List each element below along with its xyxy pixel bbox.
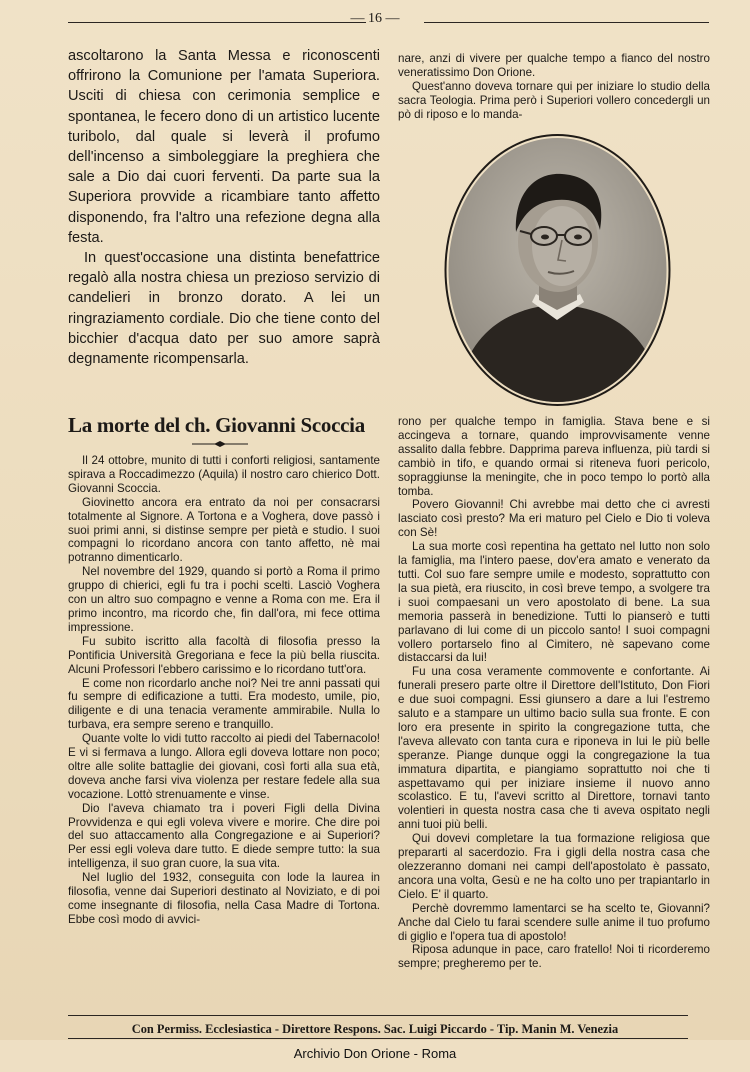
art-left-paragraph: Nel novembre del 1929, quando si portò a Roma il primo gruppo di chierici, egli fu tra i pochi scelti. Lasciò Voghera con un altro suo compagno e venne a Roma con me. Era il primo incontro, ma ricordo che, fin dall'ora, mi fece ottima impressione. xyxy=(68,565,380,634)
art-right-paragraph: Povero Giovanni! Chi avrebbe mai detto che ci avresti lasciato così presto? Ma eri maturo pel Cielo e Dio ti voleva con Sè! xyxy=(398,498,710,540)
art-left-paragraph: Dio l'aveva chiamato tra i poveri Figli della Divina Provvidenza e qui egli voleva vivere e morire. Che dire poi del suo attaccamento alla Congregazione e ai Superiori? Per essi egli voleva dare tutto. E diede sempre tutto: la sua intelligenza, il suo gran cuore, la sua vita. xyxy=(68,801,380,871)
art-right-paragraph: Fu una cosa veramente commovente e confortante. Ai funerali presero parte oltre il Direttore dell'Istituto, Don Fiori e due suoi compagni. Essi giunsero a dare a lui l'estremo saluto e a stampare un ultimo bacio sulla sua fronte. E con loro era presente in spirito la congregazione tutta, che l'aveva allevato con tanta cura e riponeva in lui le più belle speranze. Piange dunque oggi la congregazione la tua immatura dipartita, e piangiamo soprattutto noi che ti aspettavamo qui per iniziare insieme il nuovo anno scolastico. E tu, l'avevi scritto al Direttore, tornavi tanto volentieri in questa nostra casa che ti aveva ospitato negli anni tuoi più belli. xyxy=(398,665,710,832)
page-number: — 16 — xyxy=(350,11,400,26)
art-left-paragraph: Il 24 ottobre, munito di tutti i conforti religiosi, santamente spirava a Roccadimezzo (Aquila) il nostro caro chierico Dott. Giovanni Scoccia. xyxy=(68,454,380,495)
art-left-paragraph: Giovinetto ancora era entrato da noi per consacrarsi totalmente al Signore. A Tortona e a Voghera, dove passò i suoi primi anni, si distinse sempre per pietà e studio. I suoi compagni lo ricordano ancora con tanto affetto, nè mai potranno dimenticarlo. xyxy=(68,495,380,565)
article-title: La morte del ch. Giovanni Scoccia xyxy=(68,413,365,437)
art-left-paragraph: Fu subito iscritto alla facoltà di filosofia presso la Pontificia Università Gregoriana e fece la più bella riuscita. Alcuni Professori l'ebbero carissimo e lo ricordano tutt'ora. xyxy=(68,634,380,676)
header-rule-right xyxy=(424,22,709,23)
art-left-paragraph: Nel luglio del 1932, conseguita con lode la laurea in filosofia, venne dai Superiori destinato al Noviziato, e di poi come insegnante di filosofia, nella Casa Madre di Tortona. Ebbe così modo di avvici- xyxy=(68,871,380,926)
art-right-paragraph: Perchè dovremmo lamentarci se ha scelto te, Giovanni? Anche dal Cielo tu farai scendere sulle anime il tuo profumo di giglio e l'opera tua di apostolo! xyxy=(398,901,710,943)
article-right-column xyxy=(398,415,710,971)
footer-rule-bottom xyxy=(68,1038,688,1039)
top-left-column xyxy=(68,46,380,369)
footer-rule-top xyxy=(68,1015,688,1016)
art-right-paragraph: Qui dovevi completare la tua formazione religiosa que prepararti al sacerdozio. Fra i gigli della nostra casa che olezzeranno domani nei campi dell'apostolato è passato, ancora una volta, Gesù e ne ha colto uno per trapiantarlo in Cielo. E' il quarto. xyxy=(398,832,710,901)
top-left-paragraph: In quest'occasione una distinta benefattrice regalò alla nostra chiesa un prezioso servizio di candelieri in bronzo dorato. A lei un ringraziamento cordiale. Dio che tiene conto del bicchier d'acqua dato per suo amore saprà degnamente ricompensarla. xyxy=(68,250,380,368)
portrait-photo xyxy=(444,134,671,406)
article-left-column xyxy=(68,454,380,927)
title-ornament-icon xyxy=(190,440,250,448)
art-right-paragraph: rono per qualche tempo in famiglia. Stava bene e si accingeva a tornare, quando improvvisamente venne assalito dalla febbre. Dapprima pareva influenza, più tardi si cambiò in tifo, e quando ormai si riteneva fuori pericolo, sopraggiunse la meningite, che in poco tempo lo portò alla tomba. xyxy=(398,415,710,498)
art-right-paragraph: Riposa adunque in pace, caro fratello! Noi ti ricorderemo sempre; pregheremo per te. xyxy=(398,943,710,971)
imprint-footer: Con Permiss. Ecclesiastica - Direttore Respons. Sac. Luigi Piccardo - Tip. Manin M. Venezia xyxy=(131,1022,619,1036)
top-right-paragraph: nare, anzi di vivere per qualche tempo a fianco del nostro veneratissimo Don Orione. xyxy=(398,52,710,79)
top-right-column xyxy=(398,52,710,122)
art-left-paragraph: E come non ricordarlo anche noi? Nei tre anni passati qui fu sempre di edificazione a tutti. Era modesto, umile, pio, diligente e di una tenacia veramente ammirabile. Nulla lo turbava, era sempre sereno e tranquillo. xyxy=(68,676,380,732)
archive-label: Archivio Don Orione - Roma xyxy=(293,1046,457,1061)
art-right-paragraph: La sua morte così repentina ha gettato nel lutto non solo la famiglia, ma l'intero paese, dov'era amato e venerato da tutti. Col suo fare sempre umile e modesto, soprattutto con la sua pietà, era riuscito, in così breve tempo, a svolgere tra i suoi compaesani un vero apostolato di bene. La sua memoria passerà in benedizione. Tutti lo pianserò e tutti parlavano di lui come di un piccolo santo! I suoi compagni vollero portarselo fino al Cimitero, nè sapevano come distaccarsi da lui! xyxy=(398,540,710,665)
top-left-paragraph: ascoltarono la Santa Messa e riconoscenti offrirono la Comunione per l'amata Superiora. Usciti di chiesa con cerimonia semplice e spontanea, le fecero dono di un artistico lucente turibolo, dal quale si leverà il profumo dell'incenso a simboleggiare la preghiera che sale a Dio dai cuori ferventi. Da parte sua la Superiora provvide a ricambiare tanto affetto disponendo, fra l'altro una refezione degna alla festa. xyxy=(68,48,380,246)
art-left-paragraph: Quante volte lo vidi tutto raccolto ai piedi del Tabernacolo! E vi si fermava a lungo. Allora egli doveva lottare non poco; oltre alle solite battaglie dei giovani, così forti alla sua età, doveva anche farsi viva violenza per restare fedele alla sua vocazione. Lottò strenuamente e vinse. xyxy=(68,732,380,801)
top-right-paragraph: Quest'anno doveva tornare qui per iniziare lo studio della sacra Teologia. Prima però i Superiori vollero concedergli un pò di riposo e lo manda- xyxy=(398,79,710,121)
